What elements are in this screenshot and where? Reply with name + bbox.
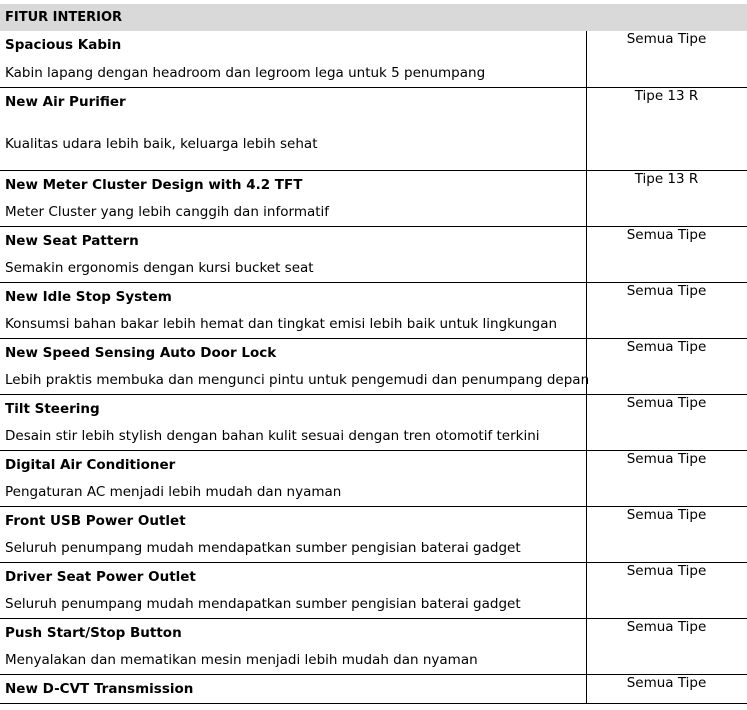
- feature-description: Seluruh penumpang mudah mendapatkan sumber pengisian baterai gadget: [5, 539, 521, 556]
- feature-name: New Speed Sensing Auto Door Lock: [5, 344, 277, 361]
- feature-cell: [0, 562, 586, 618]
- feature-name: New Seat Pattern: [5, 232, 139, 249]
- feature-type: Semua Tipe: [586, 394, 747, 450]
- feature-name: Front USB Power Outlet: [5, 512, 186, 529]
- table-row: [0, 506, 747, 562]
- feature-cell: [0, 674, 586, 703]
- table-row: [0, 674, 747, 703]
- feature-name: Tilt Steering: [5, 400, 100, 417]
- feature-description: Kualitas udara lebih baik, keluarga lebih sehat: [5, 135, 318, 152]
- feature-cell: [0, 31, 586, 87]
- section-title: FITUR INTERIOR: [0, 4, 747, 31]
- feature-type: Semua Tipe: [586, 450, 747, 506]
- feature-description: Meter Cluster yang lebih canggih dan informatif: [5, 203, 330, 220]
- feature-description: Kabin lapang dengan headroom dan legroom lega untuk 5 penumpang: [5, 64, 486, 81]
- feature-type: Semua Tipe: [586, 31, 747, 87]
- feature-cell: [0, 226, 586, 282]
- feature-name: New Meter Cluster Design with 4.2 TFT: [5, 176, 303, 193]
- feature-type: Semua Tipe: [586, 674, 747, 703]
- feature-description: Pengaturan AC menjadi lebih mudah dan nyaman: [5, 483, 342, 500]
- feature-description: Menyalakan dan mematikan mesin menjadi lebih mudah dan nyaman: [5, 651, 478, 668]
- feature-description: Semakin ergonomis dengan kursi bucket seat: [5, 259, 314, 276]
- feature-type: Semua Tipe: [586, 618, 747, 674]
- feature-cell: [0, 394, 586, 450]
- table-row: [0, 87, 747, 170]
- table-row: [0, 562, 747, 618]
- feature-description: Desain stir lebih stylish dengan bahan kulit sesuai dengan tren otomotif terkini: [5, 427, 540, 444]
- feature-cell: [0, 338, 590, 394]
- feature-cell: [0, 506, 586, 562]
- table-row: [0, 282, 747, 338]
- feature-cell: [0, 450, 586, 506]
- feature-description: Seluruh penumpang mudah mendapatkan sumber pengisian baterai gadget: [5, 595, 521, 612]
- feature-type: Semua Tipe: [586, 226, 747, 282]
- table-row: [0, 618, 747, 674]
- feature-name: Driver Seat Power Outlet: [5, 568, 196, 585]
- feature-description: Konsumsi bahan bakar lebih hemat dan tingkat emisi lebih baik untuk lingkungan: [5, 315, 558, 332]
- feature-type: Semua Tipe: [586, 338, 747, 394]
- feature-table: [0, 31, 747, 704]
- feature-name: Spacious Kabin: [5, 37, 122, 53]
- table-row: [0, 338, 747, 394]
- table-row: [0, 450, 747, 506]
- table-row: [0, 31, 747, 87]
- feature-type: Semua Tipe: [586, 282, 747, 338]
- feature-cell: [0, 87, 586, 170]
- feature-name: New Air Purifier: [5, 93, 126, 110]
- feature-cell: [0, 282, 586, 338]
- table-row: [0, 394, 747, 450]
- feature-cell: [0, 170, 586, 226]
- feature-type: Tipe 13 R: [586, 87, 747, 170]
- feature-type: Semua Tipe: [586, 506, 747, 562]
- table-row: [0, 226, 747, 282]
- feature-name: New D-CVT Transmission: [5, 680, 194, 697]
- feature-description: Lebih praktis membuka dan mengunci pintu untuk pengemudi dan penumpang depan: [5, 371, 590, 388]
- feature-type: Semua Tipe: [586, 562, 747, 618]
- table-row: [0, 170, 747, 226]
- feature-name: Push Start/Stop Button: [5, 624, 182, 641]
- feature-type: Tipe 13 R: [586, 170, 747, 226]
- feature-name: Digital Air Conditioner: [5, 456, 176, 473]
- feature-cell: [0, 618, 586, 674]
- feature-name: New Idle Stop System: [5, 288, 172, 305]
